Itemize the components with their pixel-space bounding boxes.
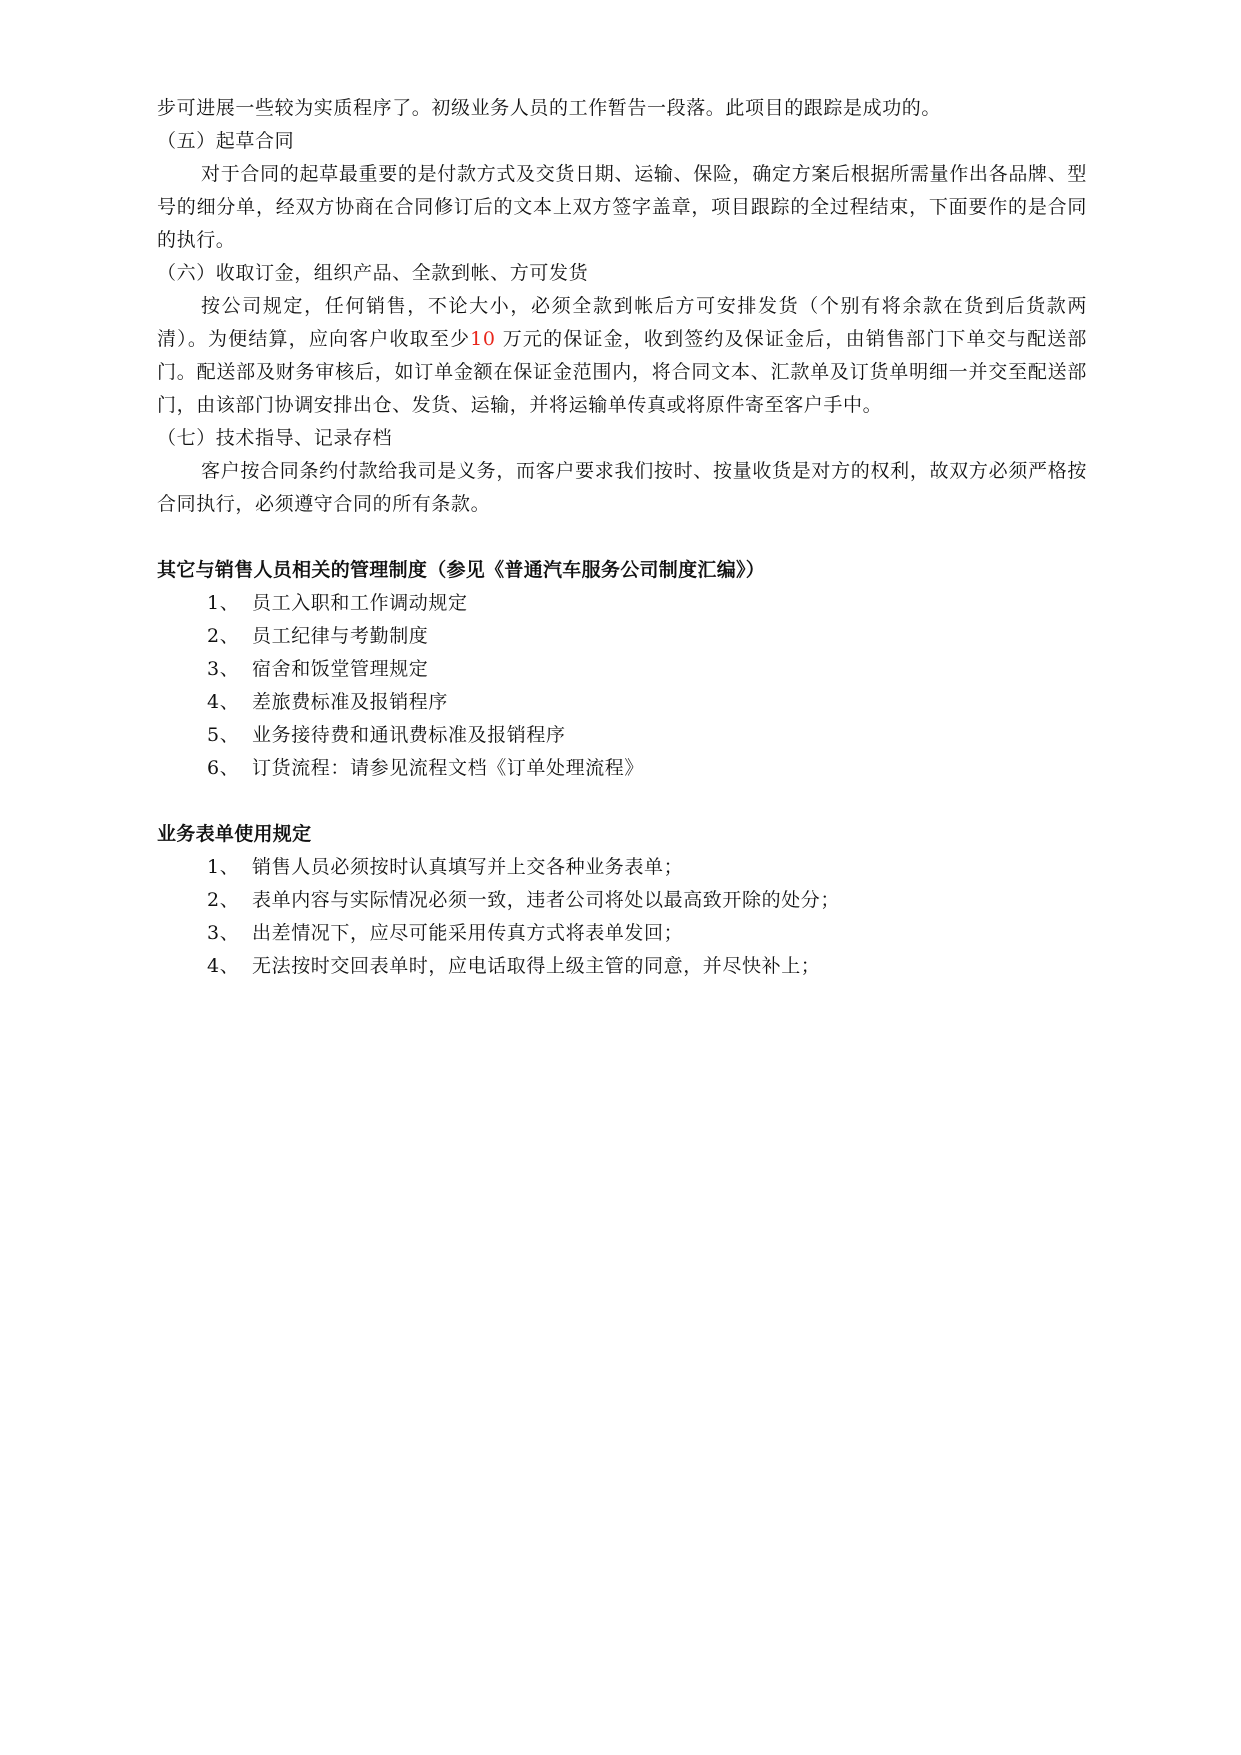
list-item: [157, 884, 1087, 917]
list-item-number: 3、: [207, 922, 240, 944]
section-7-body: 客户按合同条约付款给我司是义务，而客户要求我们按时、按量收货是对方的权利，故双方必须严格按合同执行，必须遵守合同的所有条款。: [157, 460, 1087, 515]
list-item: [157, 620, 1087, 653]
section-7-heading: （七）技术指导、记录存档: [157, 427, 393, 449]
list-item: [157, 752, 1087, 785]
list-item-text: 员工纪律与考勤制度: [252, 625, 429, 647]
list-item-text: 宿舍和饭堂管理规定: [252, 658, 429, 680]
list-item-text: 订货流程：请参见流程文档《订单处理流程》: [252, 757, 645, 779]
form-rules-list: [157, 851, 1087, 983]
list-item-number: 2、: [207, 889, 240, 911]
highlight-amount: 10: [470, 328, 496, 350]
section-5-heading: （五）起草合同: [157, 130, 295, 152]
list-item-text: 业务接待费和通讯费标准及报销程序: [252, 724, 566, 746]
section-5-body: 对于合同的起草最重要的是付款方式及交货日期、运输、保险，确定方案后根据所需量作出各品牌、型号的细分单，经双方协商在合同修订后的文本上双方签字盖章，项目跟踪的全过程结束，下面要作的是合同的执行。: [157, 163, 1087, 251]
list-item: [157, 686, 1087, 719]
list-item-text: 销售人员必须按时认真填写并上交各种业务表单；: [252, 856, 684, 878]
paragraph-continuation: 步可进展一些较为实质程序了。初级业务人员的工作暂告一段落。此项目的跟踪是成功的。: [157, 97, 942, 119]
list-item-text: 出差情况下，应尽可能采用传真方式将表单发回；: [252, 922, 684, 944]
list-item-number: 4、: [207, 955, 240, 977]
section-6-body: [157, 290, 1087, 422]
spacer: [157, 521, 1087, 554]
list-item-text: 差旅费标准及报销程序: [252, 691, 449, 713]
list-item: [157, 719, 1087, 752]
section-6-heading: （六）收取订金，组织产品、全款到帐、方可发货: [157, 262, 589, 284]
list-item-text: 表单内容与实际情况必须一致，违者公司将处以最高致开除的处分；: [252, 889, 841, 911]
list-item-text: 员工入职和工作调动规定: [252, 592, 468, 614]
list-item: [157, 653, 1087, 686]
list-item-number: 3、: [207, 658, 240, 680]
section-6-body-part2: 万元的保证金，收到签约及保证金后，由销售部门下单交与配送部门。配送部及财务审核后，如订单金额在保证金范围内，将合同文本、汇款单及订货单明细一并交至配送部门，由该部门协调安排出仓、发货、运输，并将运输单传真或将原件寄至客户手中。: [157, 328, 1088, 416]
list-item-number: 6、: [207, 757, 240, 779]
list-item: [157, 917, 1087, 950]
section-6-body-part1: 按公司规定，任何销售，不论大小，必须全款到帐后方可安排发货（个别有将余款在货到后货款两清）。为便结算，应向客户收取至少: [157, 295, 1087, 350]
management-rules-list: [157, 587, 1087, 785]
list-item: [157, 950, 1087, 983]
list-item-number: 5、: [207, 724, 240, 746]
spacer: [157, 785, 1087, 818]
document-body: [157, 92, 1087, 983]
list-item-number: 1、: [207, 592, 240, 614]
list-item: [157, 587, 1087, 620]
list-item-number: 2、: [207, 625, 240, 647]
form-rules-heading: 业务表单使用规定: [157, 823, 312, 845]
list-item: [157, 851, 1087, 884]
list-item-number: 1、: [207, 856, 240, 878]
list-item-number: 4、: [207, 691, 240, 713]
management-rules-heading: 其它与销售人员相关的管理制度（参见《普通汽车服务公司制度汇编》）: [157, 559, 766, 581]
list-item-text: 无法按时交回表单时，应电话取得上级主管的同意，并尽快补上；: [252, 955, 821, 977]
